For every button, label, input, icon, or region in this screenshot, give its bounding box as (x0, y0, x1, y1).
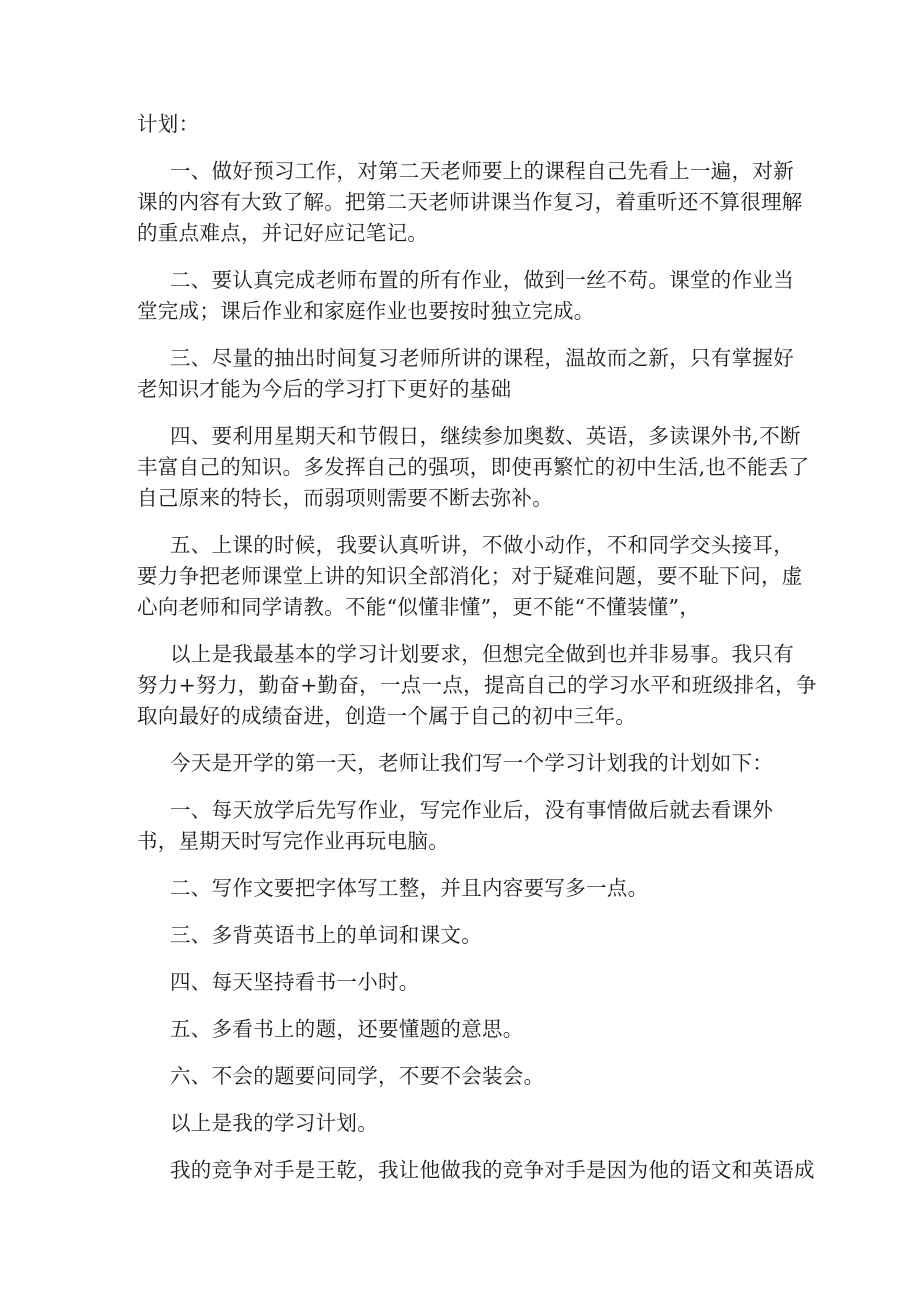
text-line: 四、要利用星期天和节假日，继续参加奥数、英语，多读课外书,不断 (170, 424, 801, 448)
text-line: 四、每天坚持看书一小时。 (170, 970, 420, 994)
text-line: 丰富自己的知识。多发挥自己的强项，即使再繁忙的初中生活,也不能丢了 (137, 455, 810, 479)
text-line: 自己原来的特长，而弱项则需要不断去弥补。 (137, 486, 553, 510)
text-line: 计划： (137, 112, 200, 136)
text-line: 一、做好预习工作，对第二天老师要上的课程自己先看上一遍，对新 (170, 159, 794, 183)
text-line: 努力+努力，勤奋+勤奋，一点一点，提高自己的学习水平和班级排名，争 (137, 673, 817, 697)
text-line: 书，星期天时写完作业再玩电脑。 (137, 829, 449, 853)
text-line: 二、要认真完成老师布置的所有作业，做到一丝不苟。课堂的作业当 (170, 268, 794, 292)
text-line: 三、多背英语书上的单词和课文。 (170, 923, 482, 947)
text-line: 六、不会的题要问同学，不要不会装会。 (170, 1064, 545, 1088)
text-line: 我的竞争对手是王乾，我让他做我的竞争对手是因为他的语文和英语成 (170, 1158, 815, 1182)
text-line: 以上是我的学习计划。 (170, 1111, 378, 1135)
text-line: 心向老师和同学请教。不能“似懂非懂”，更不能“不懂装懂”， (137, 595, 701, 619)
text-line: 三、尽量的抽出时间复习老师所讲的课程，温故而之新，只有掌握好 (170, 346, 794, 370)
text-line: 课的内容有大致了解。把第二天老师讲课当作复习，着重听还不算很理解 (137, 190, 803, 214)
text-line: 要力争把老师课堂上讲的知识全部消化；对于疑难问题，要不耻下问，虚 (137, 564, 803, 588)
text-line: 老知识才能为今后的学习打下更好的基础 (137, 377, 512, 401)
text-line: 取向最好的成绩奋进，创造一个属于自己的初中三年。 (137, 704, 637, 728)
text-line: 一、每天放学后先写作业，写完作业后，没有事情做后就去看课外 (170, 798, 774, 822)
text-line: 五、多看书上的题，还要懂题的意思。 (170, 1017, 524, 1041)
text-line: 的重点难点，并记好应记笔记。 (137, 221, 429, 245)
text-line: 二、写作文要把字体写工整，并且内容要写多一点。 (170, 876, 649, 900)
text-line: 五、上课的时候，我要认真听讲，不做小动作，不和同学交头接耳， (170, 533, 794, 557)
text-line: 堂完成；课后作业和家庭作业也要按时独立完成。 (137, 299, 595, 323)
text-line: 今天是开学的第一天，老师让我们写一个学习计划我的计划如下： (170, 751, 774, 775)
text-line: 以上是我最基本的学习计划要求，但想完全做到也并非易事。我只有 (170, 642, 794, 666)
